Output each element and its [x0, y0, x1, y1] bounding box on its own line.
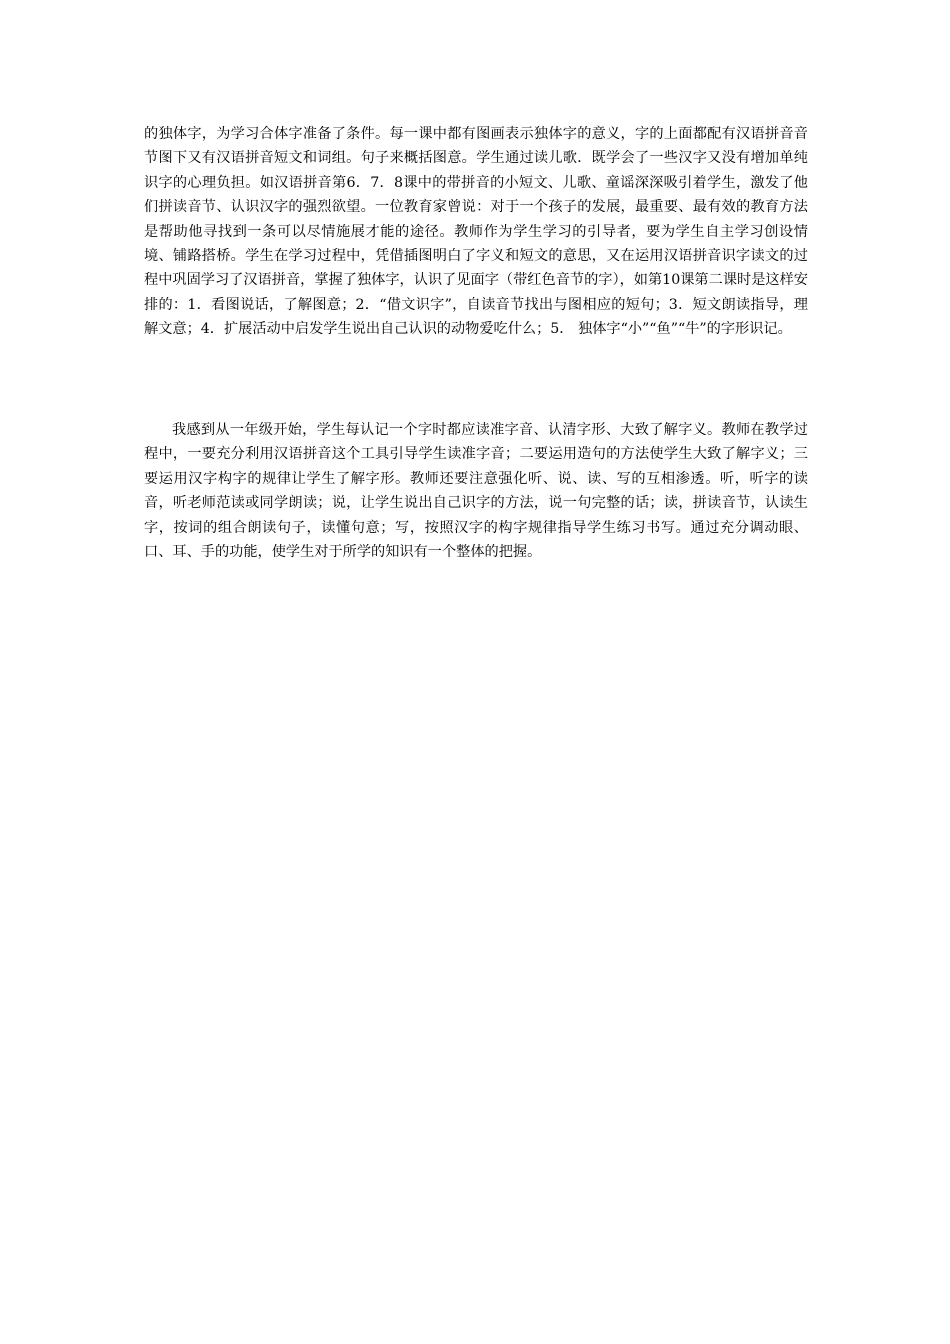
paragraph-2: 我感到从一年级开始，学生每认记一个字时都应读准字音、认清字形、大致了解字义。教师在教学过程中，一要充分利用汉语拼音这个工具引导学生读准字音；二要运用造句的方法使学生大致了解字义；三要运用汉字构字的规律让学生了解字形。教师还要注意强化听、说、读、写的互相渗透。听，听字的读音，听老师范读或同学朗读；说，让学生说出自己识字的方法，说一句完整的话；读，拼读音节，认读生字，按词的组合朗读句子，读懂句意；写，按照汉字的构字规律指导学生练习书写。通过充分调动眼、口、耳、手的功能，使学生对于所学的知识有一个整体的把握。 [144, 422, 808, 561]
paragraph-1: 的独体字，为学习合体字准备了条件。每一课中都有图画表示独体字的意义，字的上面都配有汉语拼音音节图下又有汉语拼音短文和词组。句子来概括图意。学生通过读儿歌．既学会了一些汉字又没有增加单纯识字的心理负担。如汉语拼音第6．7．8课中的带拼音的小短文、儿歌、童谣深深吸引着学生，激发了他们拼读音节、认识汉字的强烈欲望。一位教育家曾说：对于一个孩子的发展，最重要、最有效的教育方法是帮助他寻找到一条可以尽情施展才能的途径。教师作为学生学习的引导者，要为学生自主学习创设情境、铺路搭桥。学生在学习过程中，凭借插图明白了字义和短文的意思，又在运用汉语拼音识字读文的过程中巩固学习了汉语拼音，掌握了独体字，认识了见面字（带红色音节的字），如第10课第二课时是这样安排的：1．看图说话，了解图意；2．“借文识字”，自读音节找出与图相应的短句；3．短文朗读指导，理解文意；4．扩展活动中启发学生说出自己认识的动物爱吃什么；5． 独体字“小”“鱼”“牛”的字形识记。 [144, 126, 808, 338]
